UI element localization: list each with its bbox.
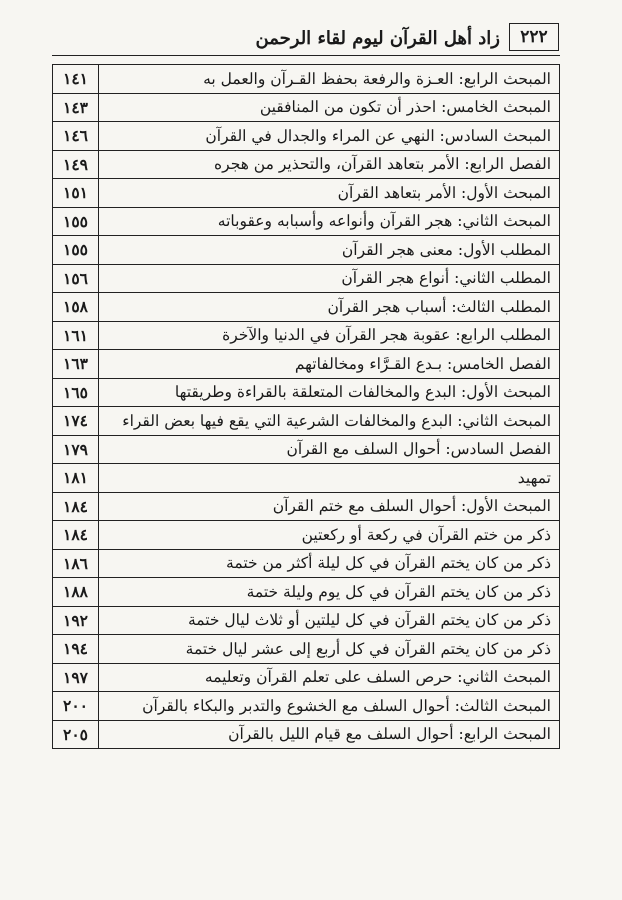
toc-entry-page: ١٨٤	[53, 492, 99, 521]
toc-entry-title: المبحث الرابع: العـزة والرفعة بحفظ القـرآن والعمل به	[99, 65, 560, 94]
toc-entry-page: ١٤٣	[53, 93, 99, 122]
toc-entry-title: المبحث الثاني: هجر القرآن وأنواعه وأسبابه وعقوباته	[99, 207, 560, 236]
toc-entry-title: تمهيد	[99, 464, 560, 493]
toc-entry-page: ٢٠٠	[53, 692, 99, 721]
toc-row	[53, 663, 560, 692]
toc-row	[53, 236, 560, 265]
toc-entry-title: ذكر من كان يختم القرآن في كل ليلة أكثر من ختمة	[99, 549, 560, 578]
toc-entry-title: المبحث الأول: الأمر بتعاهد القرآن	[99, 179, 560, 208]
toc-row	[53, 150, 560, 179]
toc-entry-page: ١٤٦	[53, 122, 99, 151]
toc-row	[53, 65, 560, 94]
toc-row	[53, 435, 560, 464]
toc-entry-page: ١٨٦	[53, 549, 99, 578]
toc-entry-title: المبحث الأول: أحوال السلف مع ختم القرآن	[99, 492, 560, 521]
toc-row	[53, 464, 560, 493]
toc-row	[53, 122, 560, 151]
toc-entry-page: ١٥٥	[53, 207, 99, 236]
toc-entry-page: ١٦٣	[53, 350, 99, 379]
toc-row	[53, 692, 560, 721]
toc-entry-title: المطلب الأول: معنى هجر القرآن	[99, 236, 560, 265]
toc-row	[53, 606, 560, 635]
toc-entry-page: ١٨٨	[53, 578, 99, 607]
toc-entry-page: ١٩٤	[53, 635, 99, 664]
toc-row	[53, 578, 560, 607]
running-head-title: زاد أهل القرآن ليوم لقاء الرحمن	[255, 28, 500, 49]
toc-row	[53, 293, 560, 322]
toc-row	[53, 321, 560, 350]
toc-entry-page: ١٦٥	[53, 378, 99, 407]
toc-entry-page: ١٤١	[53, 65, 99, 94]
toc-row	[53, 549, 560, 578]
toc-entry-title: ذكر من كان يختم القرآن في كل أربع إلى عشر ليال ختمة	[99, 635, 560, 664]
toc-row	[53, 350, 560, 379]
toc-entry-page: ١٥١	[53, 179, 99, 208]
toc-row	[53, 492, 560, 521]
toc-row	[53, 521, 560, 550]
toc-entry-page: ١٩٧	[53, 663, 99, 692]
toc-entry-page: ١٤٩	[53, 150, 99, 179]
toc-entry-page: ٢٠٥	[53, 720, 99, 749]
toc-entry-page: ١٥٦	[53, 264, 99, 293]
toc-entry-title: ذكر من كان يختم القرآن في كل يوم وليلة ختمة	[99, 578, 560, 607]
toc-entry-page: ١٨٤	[53, 521, 99, 550]
toc-entry-page: ١٨١	[53, 464, 99, 493]
toc-entry-page: ١٥٥	[53, 236, 99, 265]
toc-entry-page: ١٥٨	[53, 293, 99, 322]
toc-entry-page: ١٩٢	[53, 606, 99, 635]
toc-body	[53, 65, 560, 749]
toc-row	[53, 635, 560, 664]
toc-row	[53, 720, 560, 749]
toc-entry-title: الفصل الخامس: بـدع القـرَّاء ومخالفاتهم	[99, 350, 560, 379]
toc-entry-title: المبحث الثاني: حرص السلف على تعلم القرآن وتعليمه	[99, 663, 560, 692]
toc-entry-title: المبحث الثالث: أحوال السلف مع الخشوع والتدبر والبكاء بالقرآن	[99, 692, 560, 721]
toc-row	[53, 179, 560, 208]
toc-entry-title: المطلب الرابع: عقوبة هجر القرآن في الدنيا والآخرة	[99, 321, 560, 350]
toc-entry-title: المطلب الثاني: أنواع هجر القرآن	[99, 264, 560, 293]
toc-table	[52, 64, 560, 749]
toc-entry-title: المبحث الأول: البدع والمخالفات المتعلقة بالقراءة وطريقتها	[99, 378, 560, 407]
toc-row	[53, 264, 560, 293]
toc-entry-page: ١٧٤	[53, 407, 99, 436]
toc-entry-title: المبحث الرابع: أحوال السلف مع قيام الليل بالقرآن	[99, 720, 560, 749]
header-rule	[52, 55, 560, 56]
page-number: ٢٢٢	[509, 23, 559, 51]
toc-entry-title: ذكر من ختم القرآن في ركعة أو ركعتين	[99, 521, 560, 550]
toc-entry-page: ١٧٩	[53, 435, 99, 464]
toc-entry-title: المبحث السادس: النهي عن المراء والجدال في القرآن	[99, 122, 560, 151]
toc-row	[53, 93, 560, 122]
toc-entry-page: ١٦١	[53, 321, 99, 350]
toc-entry-title: الفصل الرابع: الأمر بتعاهد القرآن، والتحذير من هجره	[99, 150, 560, 179]
toc-entry-title: المبحث الخامس: احذر أن تكون من المنافقين	[99, 93, 560, 122]
toc-entry-title: ذكر من كان يختم القرآن في كل ليلتين أو ثلاث ليال ختمة	[99, 606, 560, 635]
toc-row	[53, 407, 560, 436]
toc-row	[53, 207, 560, 236]
toc-entry-title: المبحث الثاني: البدع والمخالفات الشرعية التي يقع فيها بعض القراء	[99, 407, 560, 436]
toc-row	[53, 378, 560, 407]
toc-entry-title: الفصل السادس: أحوال السلف مع القرآن	[99, 435, 560, 464]
toc-entry-title: المطلب الثالث: أسباب هجر القرآن	[99, 293, 560, 322]
